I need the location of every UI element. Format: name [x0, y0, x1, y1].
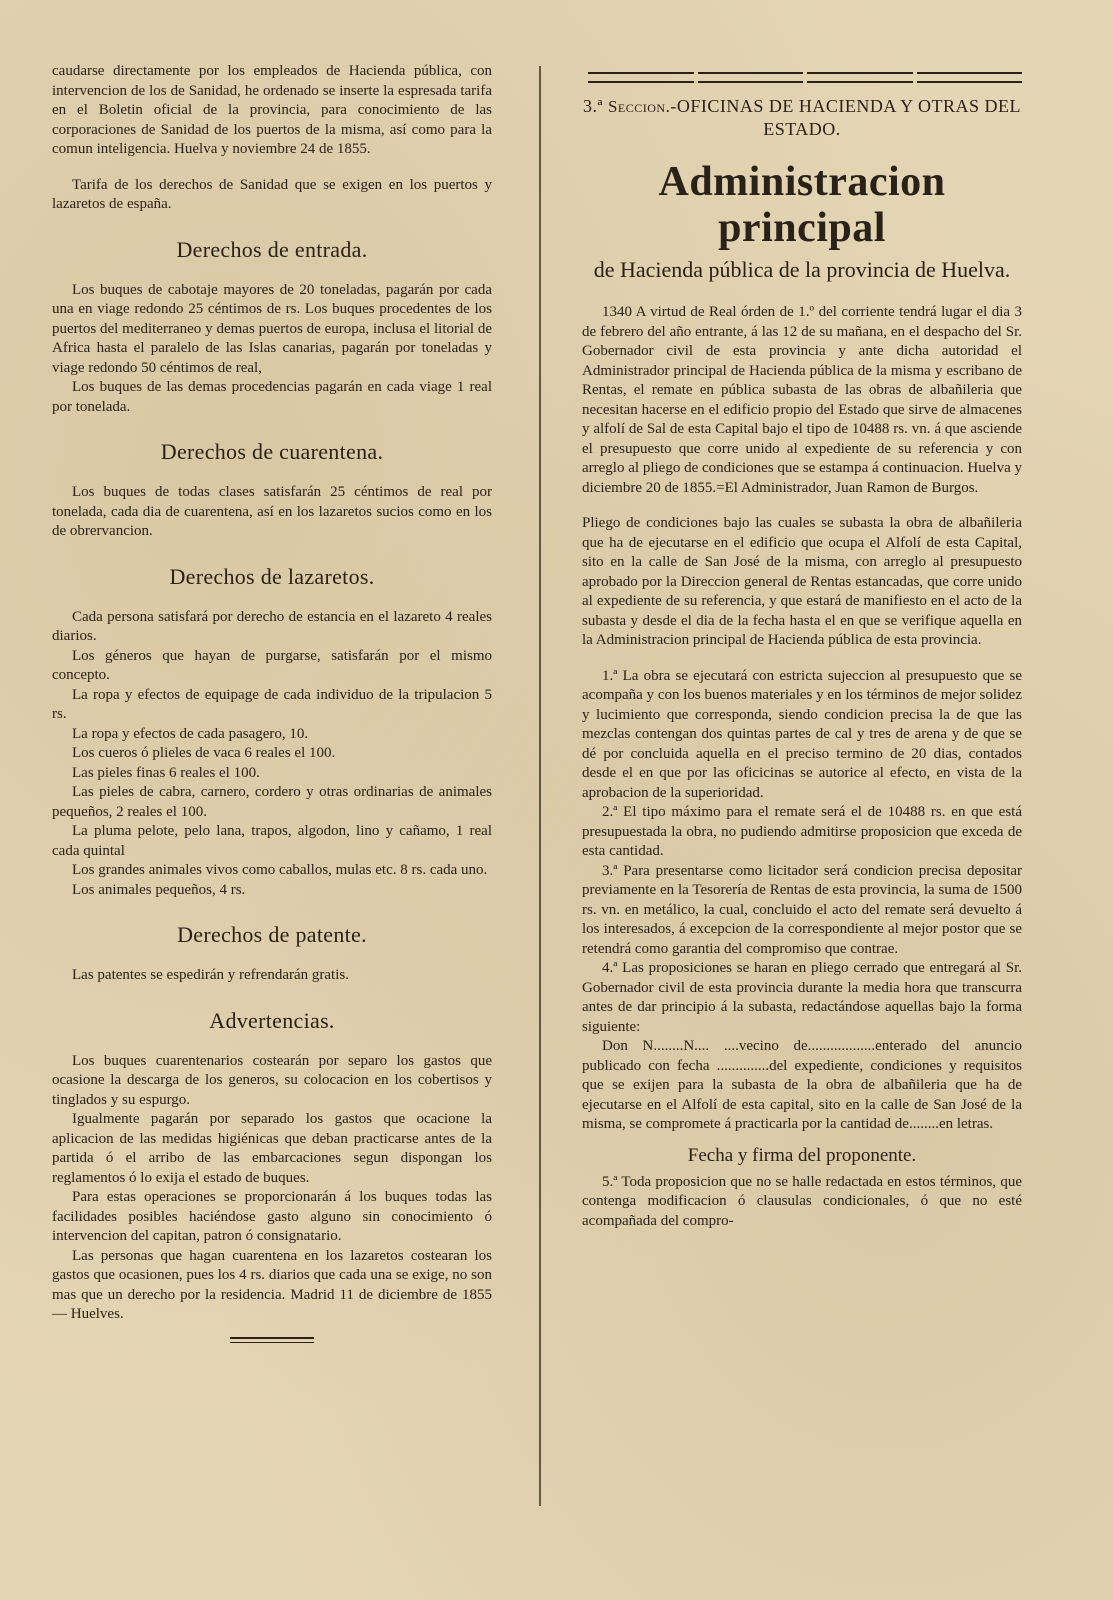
pliego-paragraph: Pliego de condiciones bajo las cuales se subasta la obra de albañileria que ha de ejecutarse en el edificio que ocupa el Alfolí de esta Capital, sito en la calle de San José de la misma, con arreglo al presupuesto aprobado por la Direccion general de Rentas estancadas, que corre unido al expediente de su referencia, y que estará de manifiesto en el acto de la subasta y desde el dia de la fecha hasta el en que se verifique aquella en la Administracion principal de Hacienda pública de esta provincia. — [582, 515, 1022, 648]
cuarentena-paragraph: Los buques de todas clases satisfarán 25 céntimos de real por tonelada, cada dia de cuarentena, así en los lazaretos sucios como en los de obrervancion. — [52, 484, 492, 539]
entrada-heading: Derechos de entrada. — [176, 236, 368, 262]
cuarentena-heading: Derechos de cuarentena. — [160, 439, 384, 464]
section-heading — [582, 95, 1022, 141]
advertencia-item: Igualmente pagarán por separado los gastos que ocacione la aplicacion de las medidas higiénicas que deban practicarse antes de la partida ó el arribo de las embarcaciones segun dispongan los reglamentos ó lo exija el estado de buques. — [52, 1111, 492, 1186]
right-column — [582, 62, 1022, 1231]
section-number: 3.ª — [582, 96, 603, 116]
lazaretos-item: La pluma pelote, pelo lana, trapos, algodon, lino y cañamo, 1 real cada quintal — [52, 823, 492, 859]
intro-paragraph: caudarse directamente por los empleados de Hacienda pública, con intervencion de los de Sanidad, he ordenado se inserte la espresada tarifa en el Boletin oficial de la provincia, para conocimiento de las corporaciones de Sanidad de los puertos de la misma, así como para la comun inteligencia. Huelva y noviembre 24 de 1855. — [52, 63, 492, 157]
lazaretos-item: Cada persona satisfará por derecho de estancia en el lazareto 4 reales diarios. — [52, 608, 492, 644]
end-ornament-rule — [230, 1337, 314, 1343]
condition-item: 5.ª Toda proposicion que no se halle redactada en estos términos, que contenga modificacion ó clausulas condicionales, ó que no esté acompañada del compro- — [582, 1173, 1022, 1229]
header-ornament — [588, 72, 1022, 83]
lazaretos-item: Los géneros que hayan de purgarse, satisfarán por el mismo concepto. — [52, 647, 492, 683]
condition-item: 3.ª Para presentarse como licitador será condicion precisa depositar previamente en la Tesorería de Rentas de esta provincia, la suma de 1500 rs. vn. en metálico, la cual, concluido el acto del remate será devuelto á los interesados, á excepcion de la correspondiente al mejor postor que se retendrá como garantia del compromiso que contrae. — [582, 862, 1022, 957]
fecha-firma: Fecha y firma del proponente. — [687, 1144, 917, 1166]
advertencia-item: Las personas que hagan cuarentena en los lazaretos costearan los gastos que ocasionen, pues los 4 rs. diarios que cada una se exige, no son mas que un derecho por la residencia. Madrid 11 de diciembre de 1855 — Huelves. — [52, 1247, 492, 1322]
main-subtitle: de Hacienda pública de la provincia de Huelva. — [593, 257, 1011, 282]
section-title: -OFICINAS DE HACIENDA Y OTRAS DEL ESTADO. — [670, 96, 1021, 139]
tarifa-title: Tarifa de los derechos de Sanidad que se exigen en los puertos y lazaretos de españa. — [52, 176, 492, 212]
patente-paragraph: Las patentes se espedirán y refrendarán gratis. — [72, 967, 349, 983]
lazaretos-item: Los animales pequeños, 4 rs. — [72, 881, 246, 898]
lazaretos-heading: Derechos de lazaretos. — [169, 563, 375, 589]
entrada-paragraph-2: Los buques de las demas procedencias pagarán en cada viage 1 real por tonelada. — [52, 379, 492, 415]
condition-item: 2.ª El tipo máximo para el remate será el de 10488 rs. en que está presupuestada la obra, no pudiendo admitirse proposicion que exceda de esta cantidad. — [582, 804, 1022, 859]
left-column — [52, 62, 492, 1343]
lazaretos-item: Las pieles finas 6 reales el 100. — [72, 764, 260, 781]
lazaretos-item: Los cueros ó plieles de vaca 6 reales el 100. — [72, 745, 336, 761]
announcement-paragraph: 1340 A virtud de Real órden de 1.º del corriente tendrá lugar el dia 3 de febrero del año entrante, á las 12 de su mañana, en el despacho del Sr. Gobernador civil de esta provincia y ante dicha autoridad el Administrador principal de Hacienda pública de la misma y escribano de Rentas, el remate en pública subasta de las obras de albañileria que necesitan hacerse en el edificio propio del Estado que sirve de almacenes y alfolí de Sal de esta Capital bajo el tipo de 10488 rs. vn. á que asciende el presupuesto que corre unido al expediente de su referencia y con arreglo al pliego de condiciones que se estampa á continuacion. Huelva y diciembre 20 de 1855.=El Administrador, Juan Ramon de Burgos. — [582, 304, 1022, 496]
advertencias-heading: Advertencias. — [209, 1007, 335, 1033]
advertencia-item: Para estas operaciones se proporcionarán á los buques todas las facilidades posibles haciéndose gasto alguno sin conocimiento ó intervencion del capitan, patron ó consignatario. — [52, 1189, 492, 1244]
column-divider — [539, 66, 541, 1506]
lazaretos-item: La ropa y efectos de equipage de cada individuo de la tripulacion 5 rs. — [52, 686, 492, 722]
lazaretos-item: Las pieles de cabra, carnero, cordero y otras ordinarias de animales pequeños, 2 reales el 100. — [52, 784, 492, 820]
section-word: Seccion. — [607, 97, 671, 116]
proposal-form-text: Don N........N.... ....vecino de..................enterado del anuncio publicado con fecha ..............del expediente, condiciones y requisitos que se exijen para la subasta de la obra de albañileria que ha de ejecutarse en el Alfolí de esta capital, sito en la calle de San José de la misma, se compromete á practicarla por la cantidad de........en letras. — [582, 1038, 1022, 1132]
lazaretos-item: La ropa y efectos de cada pasagero, 10. — [72, 725, 309, 742]
lazaretos-item: Los grandes animales vivos como caballos, mulas etc. 8 rs. cada uno. — [72, 862, 488, 878]
main-title: Administracion principal — [658, 159, 946, 251]
entrada-paragraph-1: Los buques de cabotaje mayores de 20 toneladas, pagarán por cada una en viage redondo 25 céntimos de rs. Los buques procedentes de los puertos del mediterraneo y demas puertos de europa, inclusa el litorial de Africa hasta el paralelo de las Islas canarias, pagarán por toneladas y viage redondo 50 céntimos de real, — [52, 281, 492, 376]
condition-item: 1.ª La obra se ejecutará con estricta sujeccion al presupuesto que se acompaña y con los buenos materiales y en los términos de mejor solidez y lucimiento que corresponda, siendo condicion precisa la de que las mezclas contengan dos quintas partes de cal y tres de arena y de que se dé por concluida aquella en el preciso termino de 20 dias, contados desde el en que por las oficicinas se autorice al efecto, en vista de la aprobacion de la superioridad. — [582, 667, 1022, 801]
advertencia-item: Los buques cuarentenarios costearán por separo los gastos que ocasione la descarga de los generos, su colocacion en los cobertisos y tinglados y su espurgo. — [52, 1052, 492, 1108]
patente-heading: Derechos de patente. — [177, 922, 367, 947]
condition-item: 4.ª Las proposiciones se haran en pliego cerrado que entregará al Sr. Gobernador civil de esta provincia durante la media hora que transcurra antes de dar principio á la subasta, redactándose aquellas bajo la forma siguiente: — [582, 960, 1022, 1035]
